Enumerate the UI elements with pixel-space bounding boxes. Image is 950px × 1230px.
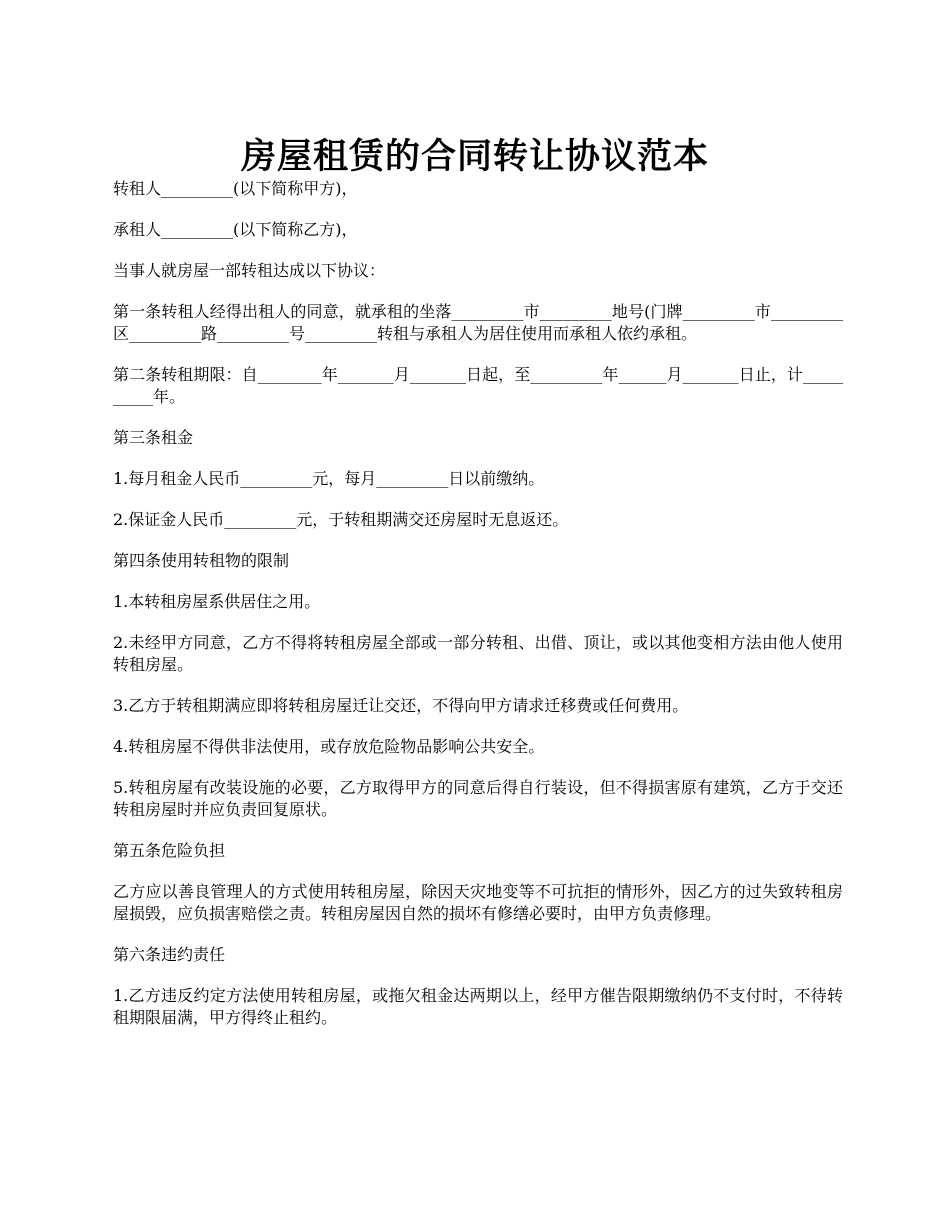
paragraph-sublessor: 转租人_________(以下简称甲方)， [113, 179, 358, 198]
heading-article-6: 第六条违约责任 [113, 945, 226, 964]
paragraph-article-3-item-2: 2.保证金人民币_________元，于转租期满交还房屋时无息返还。 [113, 510, 569, 529]
paragraph-article-6-item-1: 1.乙方违反约定方法使用转租房屋，或拖欠租金达两期以上，经甲方催告限期缴纳仍不支付时，不待转租期限届满，甲方得终止租约。 [113, 986, 843, 1027]
paragraph-sublessee: 承租人_________(以下简称乙方)， [113, 220, 358, 239]
paragraph-article-3-item-1: 1.每月租金人民币_________元，每月_________日以前缴纳。 [113, 469, 545, 488]
document-title: 房屋租赁的合同转让协议范本 [240, 136, 709, 178]
paragraph-article-4-item-2: 2.未经甲方同意，乙方不得将转租房屋全部或一部分转租、出借、顶让，或以其他变相方法由他人使用转租房屋。 [113, 633, 843, 674]
paragraph-article-4-item-5: 5.转租房屋有改装设施的必要，乙方取得甲方的同意后得自行装设，但不得损害原有建筑，乙方于交还转租房屋时并应负责回复原状。 [113, 778, 843, 819]
paragraph-article-1: 第一条转租人经得出租人的同意，就承租的坐落_________市_________地号(门牌_________市_________区_________路_________号_________转租与承租人为居住使用而承租人依约承租。 [113, 302, 843, 343]
paragraph-preamble: 当事人就房屋一部转租达成以下协议： [113, 261, 386, 280]
paragraph-article-2: 第二条转租期限：自________年_______月_______日起，至_________年______月_______日止，计__________年。 [113, 365, 843, 406]
paragraph-article-5-body: 乙方应以善良管理人的方式使用转租房屋，除因天灾地变等不可抗拒的情形外，因乙方的过失致转租房屋损毁，应负损害赔偿之责。转租房屋因自然的损坏有修缮必要时，由甲方负责修理。 [113, 882, 843, 923]
paragraph-article-4-item-1: 1.本转租房屋系供居住之用。 [113, 592, 321, 611]
paragraph-article-4-item-4: 4.转租房屋不得供非法使用，或存放危险物品影响公共安全。 [113, 737, 545, 756]
document-body [113, 178, 843, 1048]
heading-article-3: 第三条租金 [113, 428, 194, 447]
paragraph-article-4-item-3: 3.乙方于转租期满应即将转租房屋迁让交还，不得向甲方请求迁移费或任何费用。 [113, 696, 689, 715]
heading-article-4: 第四条使用转租物的限制 [113, 551, 290, 570]
heading-article-5: 第五条危险负担 [113, 841, 226, 860]
